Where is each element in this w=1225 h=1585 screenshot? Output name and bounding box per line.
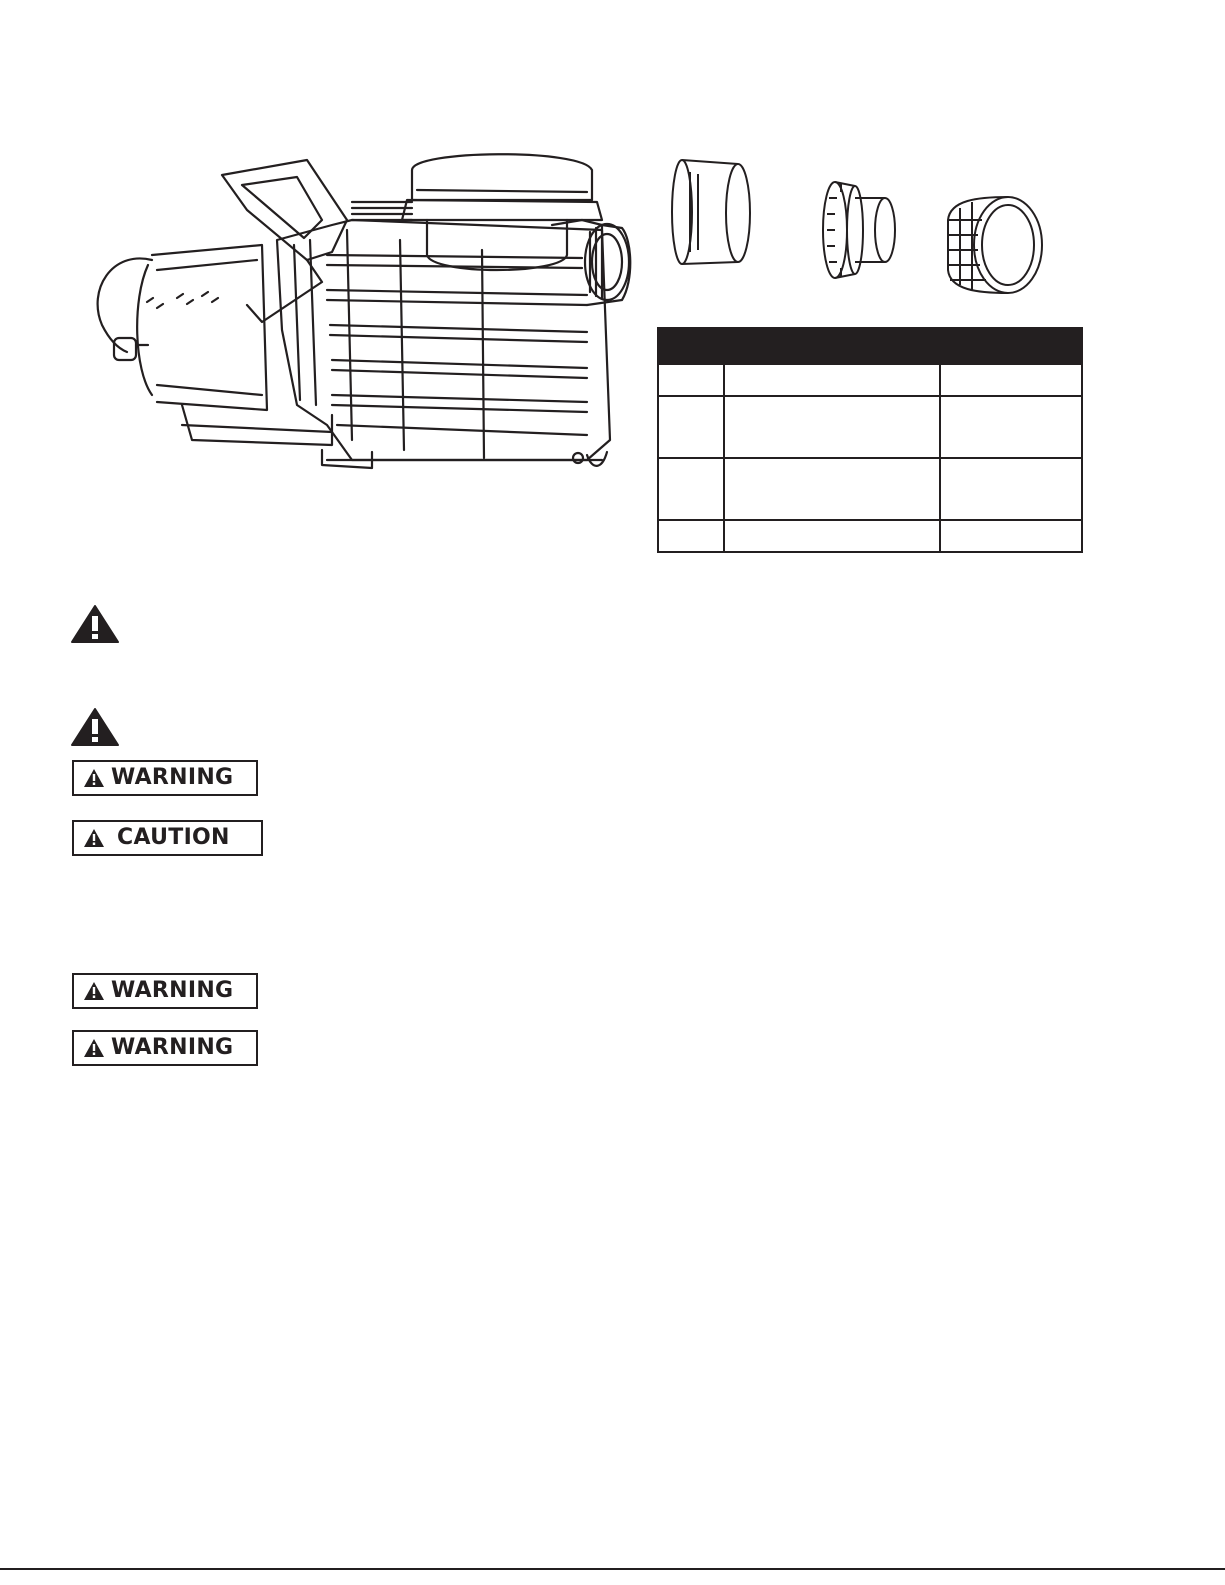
parts-table-row (658, 458, 1082, 520)
safety-alert-symbol (70, 604, 120, 644)
safety-alert-symbol (70, 707, 120, 747)
parts-table-cell (658, 396, 724, 458)
warning-triangle-icon (83, 981, 105, 1001)
parts-table-header-cell (724, 328, 940, 364)
parts-table-cell (940, 520, 1082, 552)
warning-triangle-icon (83, 1038, 105, 1058)
fitting-adapter (815, 178, 905, 283)
parts-table-cell (940, 396, 1082, 458)
fitting-coupling (668, 152, 758, 272)
signal-word: WARNING (111, 1035, 234, 1060)
warning-triangle-icon (83, 768, 105, 788)
signal-word: WARNING (111, 765, 234, 790)
parts-table-cell (658, 364, 724, 396)
parts-table-cell (658, 520, 724, 552)
safety-alert-triangle-icon (70, 604, 120, 644)
parts-table-row (658, 364, 1082, 396)
parts-table-row (658, 520, 1082, 552)
parts-table-cell (724, 520, 940, 552)
warning-signal-box (72, 973, 258, 1009)
footer-rule (0, 1568, 1225, 1570)
union-nut-icon (938, 190, 1048, 300)
parts-table-cell (724, 364, 940, 396)
parts-table-cell (940, 458, 1082, 520)
threaded-adapter-icon (815, 178, 905, 283)
parts-table-cell (724, 396, 940, 458)
fitting-union-nut (938, 190, 1048, 300)
parts-table-cell (658, 458, 724, 520)
signal-word: WARNING (111, 978, 234, 1003)
parts-table-cell (724, 458, 940, 520)
parts-table-header-cell (658, 328, 724, 364)
pipe-coupling-icon (668, 152, 758, 272)
warning-signal-box (72, 1030, 258, 1066)
warning-signal-box (72, 760, 258, 796)
signal-word: CAUTION (117, 825, 230, 850)
parts-table-row (658, 396, 1082, 458)
pool-pump-illustration (82, 140, 642, 480)
pool-pump-icon (82, 140, 642, 480)
parts-table-cell (940, 364, 1082, 396)
safety-alert-triangle-icon (70, 707, 120, 747)
caution-triangle-icon (83, 828, 105, 848)
parts-table-header-row (658, 328, 1082, 364)
parts-table (657, 327, 1083, 553)
caution-signal-box (72, 820, 263, 856)
parts-table-header-cell (940, 328, 1082, 364)
